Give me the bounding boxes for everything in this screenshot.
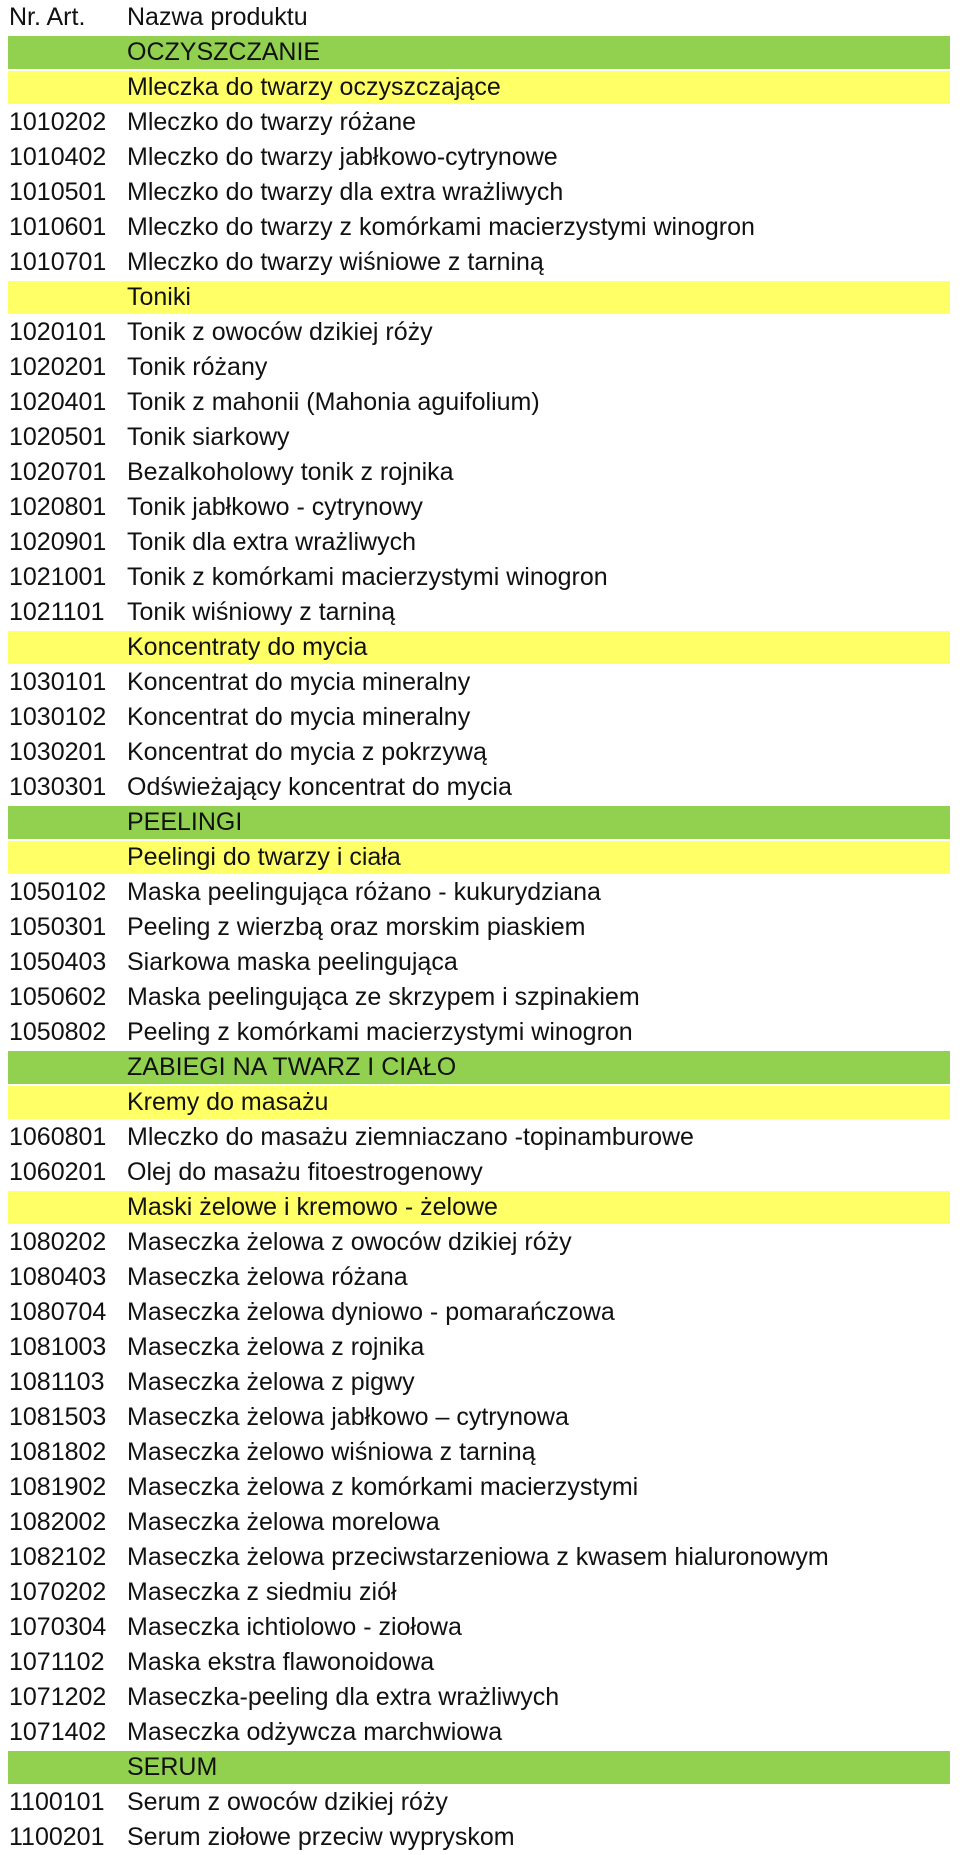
article-number: 1081103 <box>9 1368 105 1396</box>
product-name: Mleczko do twarzy dla extra wrażliwych <box>127 178 564 206</box>
section-title: ZABIEGI NA TWARZ I CIAŁO <box>127 1053 457 1081</box>
article-number: 1050802 <box>9 1018 107 1046</box>
subsection-header-row <box>0 280 960 315</box>
article-number: 1020501 <box>9 423 107 451</box>
product-name: Maska ekstra flawonoidowa <box>127 1648 435 1676</box>
table-row <box>0 770 960 805</box>
article-number: 1080704 <box>9 1298 107 1326</box>
article-number: 1030301 <box>9 773 107 801</box>
article-number: 1071202 <box>9 1683 107 1711</box>
subsection-title: Kremy do masażu <box>127 1088 329 1116</box>
product-name: Siarkowa maska peelingująca <box>127 948 458 976</box>
product-name: Tonik siarkowy <box>127 423 290 451</box>
article-number: 1100101 <box>9 1788 105 1816</box>
product-name: Maseczka z siedmiu ziół <box>127 1578 397 1606</box>
table-row <box>0 1015 960 1050</box>
article-number: 1060801 <box>9 1123 107 1151</box>
table-row <box>0 1295 960 1330</box>
article-number: 1010202 <box>9 108 107 136</box>
article-number: 1010701 <box>9 248 107 276</box>
article-number: 1030101 <box>9 668 107 696</box>
product-name: Koncentrat do mycia mineralny <box>127 668 471 696</box>
article-number: 1010501 <box>9 178 107 206</box>
table-row <box>0 1260 960 1295</box>
article-number: 1080202 <box>9 1228 107 1256</box>
section-header-row <box>0 805 960 840</box>
article-number: 1021101 <box>9 598 105 626</box>
table-header <box>0 0 960 35</box>
article-number: 1081003 <box>9 1333 107 1361</box>
product-name: Tonik jabłkowo - cytrynowy <box>127 493 423 521</box>
product-name: Olej do masażu fitoestrogenowy <box>127 1158 483 1186</box>
table-row <box>0 525 960 560</box>
article-number: 1071102 <box>9 1648 105 1676</box>
article-number: 1020901 <box>9 528 107 556</box>
table-row <box>0 1120 960 1155</box>
product-name: Mleczko do twarzy jabłkowo-cytrynowe <box>127 143 558 171</box>
product-name: Maseczka żelowa przeciwstarzeniowa z kwasem hialuronowym <box>127 1543 829 1571</box>
subsection-title: Koncentraty do mycia <box>127 633 368 661</box>
table-row <box>0 455 960 490</box>
product-name: Tonik wiśniowy z tarniną <box>127 598 396 626</box>
product-name: Maseczka żelowa z rojnika <box>127 1333 425 1361</box>
table-row <box>0 1155 960 1190</box>
table-body <box>0 35 960 1855</box>
table-row <box>0 735 960 770</box>
article-number: 1010601 <box>9 213 107 241</box>
subsection-header-row <box>0 70 960 105</box>
table-row <box>0 175 960 210</box>
article-number: 1071402 <box>9 1718 107 1746</box>
table-row <box>0 1610 960 1645</box>
article-number: 1020101 <box>9 318 107 346</box>
column-header-name: Nazwa produktu <box>127 3 308 31</box>
article-number: 1081503 <box>9 1403 107 1431</box>
product-name: Tonik z owoców dzikiej róży <box>127 318 433 346</box>
article-number: 1081902 <box>9 1473 107 1501</box>
product-name: Bezalkoholowy tonik z rojnika <box>127 458 454 486</box>
article-number: 1100201 <box>9 1823 105 1851</box>
article-number: 1020201 <box>9 353 107 381</box>
table-row <box>0 1680 960 1715</box>
article-number: 1030102 <box>9 703 107 731</box>
article-number: 1020801 <box>9 493 107 521</box>
table-row <box>0 875 960 910</box>
product-name: Koncentrat do mycia z pokrzywą <box>127 738 487 766</box>
table-row <box>0 945 960 980</box>
article-number: 1021001 <box>9 563 107 591</box>
table-row <box>0 1820 960 1855</box>
table-row <box>0 1575 960 1610</box>
product-name: Maseczka żelowa jabłkowo – cytrynowa <box>127 1403 569 1431</box>
table-row <box>0 1435 960 1470</box>
table-row <box>0 595 960 630</box>
article-number: 1082102 <box>9 1543 107 1571</box>
product-name: Maseczka żelowa z pigwy <box>127 1368 415 1396</box>
table-row <box>0 1715 960 1750</box>
article-number: 1020701 <box>9 458 107 486</box>
product-name: Maseczka żelowa morelowa <box>127 1508 440 1536</box>
table-row <box>0 1225 960 1260</box>
table-row <box>0 1365 960 1400</box>
product-name: Tonik z komórkami macierzystymi winogron <box>127 563 608 591</box>
product-name: Mleczko do masażu ziemniaczano -topinamburowe <box>127 1123 694 1151</box>
section-title: SERUM <box>127 1753 218 1781</box>
product-name: Maska peelingująca ze skrzypem i szpinakiem <box>127 983 640 1011</box>
table-row <box>0 700 960 735</box>
article-number: 1050102 <box>9 878 107 906</box>
table-row <box>0 1330 960 1365</box>
subsection-header-row <box>0 630 960 665</box>
article-number: 1010402 <box>9 143 107 171</box>
subsection-header-row <box>0 1085 960 1120</box>
product-name: Maseczka żelowa dyniowo - pomarańczowa <box>127 1298 615 1326</box>
column-header-number: Nr. Art. <box>9 3 86 31</box>
table-row <box>0 315 960 350</box>
table-row <box>0 105 960 140</box>
table-row <box>0 910 960 945</box>
product-name: Maseczka żelowa z komórkami macierzystymi <box>127 1473 639 1501</box>
product-name: Maseczka żelowo wiśniowa z tarniną <box>127 1438 536 1466</box>
table-row <box>0 1540 960 1575</box>
section-title: PEELINGI <box>127 808 243 836</box>
subsection-header-row <box>0 1190 960 1225</box>
table-row <box>0 1470 960 1505</box>
table-row <box>0 1400 960 1435</box>
article-number: 1080403 <box>9 1263 107 1291</box>
product-name: Odświeżający koncentrat do mycia <box>127 773 512 801</box>
product-name: Mleczko do twarzy różane <box>127 108 417 136</box>
product-name: Tonik różany <box>127 353 268 381</box>
article-number: 1020401 <box>9 388 107 416</box>
article-number: 1050602 <box>9 983 107 1011</box>
article-number: 1082002 <box>9 1508 107 1536</box>
section-header-row <box>0 1750 960 1785</box>
subsection-title: Peelingi do twarzy i ciała <box>127 843 401 871</box>
article-number: 1081802 <box>9 1438 107 1466</box>
product-name: Maseczka odżywcza marchwiowa <box>127 1718 503 1746</box>
subsection-header-row <box>0 840 960 875</box>
product-name: Mleczko do twarzy z komórkami macierzystymi winogron <box>127 213 755 241</box>
table-row <box>0 350 960 385</box>
product-name: Maseczka żelowa różana <box>127 1263 408 1291</box>
table-row <box>0 210 960 245</box>
table-row <box>0 490 960 525</box>
product-name: Maska peelingująca różano - kukurydziana <box>127 878 601 906</box>
product-name: Serum z owoców dzikiej róży <box>127 1788 448 1816</box>
article-number: 1070202 <box>9 1578 107 1606</box>
article-number: 1070304 <box>9 1613 107 1641</box>
section-title: OCZYSZCZANIE <box>127 38 321 66</box>
table-row <box>0 980 960 1015</box>
table-row <box>0 420 960 455</box>
subsection-title: Maski żelowe i kremowo - żelowe <box>127 1193 498 1221</box>
table-row <box>0 1645 960 1680</box>
product-name: Peeling z wierzbą oraz morskim piaskiem <box>127 913 586 941</box>
product-name: Maseczka ichtiolowo - ziołowa <box>127 1613 462 1641</box>
table-row <box>0 665 960 700</box>
article-number: 1060201 <box>9 1158 107 1186</box>
product-name: Peeling z komórkami macierzystymi winogron <box>127 1018 633 1046</box>
product-name: Maseczka-peeling dla extra wrażliwych <box>127 1683 560 1711</box>
table-row <box>0 140 960 175</box>
article-number: 1030201 <box>9 738 107 766</box>
table-row <box>0 385 960 420</box>
article-number: 1050301 <box>9 913 107 941</box>
section-header-row <box>0 35 960 70</box>
article-number: 1050403 <box>9 948 107 976</box>
subsection-title: Mleczka do twarzy oczyszczające <box>127 73 501 101</box>
product-name: Maseczka żelowa z owoców dzikiej róży <box>127 1228 572 1256</box>
table-row <box>0 245 960 280</box>
product-name: Serum ziołowe przeciw wypryskom <box>127 1823 515 1851</box>
table-row <box>0 560 960 595</box>
table-row <box>0 1785 960 1820</box>
section-header-row <box>0 1050 960 1085</box>
product-name: Mleczko do twarzy wiśniowe z tarniną <box>127 248 544 276</box>
product-name: Tonik dla extra wrażliwych <box>127 528 416 556</box>
product-name: Tonik z mahonii (Mahonia aguifolium) <box>127 388 540 416</box>
table-row <box>0 1505 960 1540</box>
product-name: Koncentrat do mycia mineralny <box>127 703 471 731</box>
subsection-title: Toniki <box>127 283 191 311</box>
